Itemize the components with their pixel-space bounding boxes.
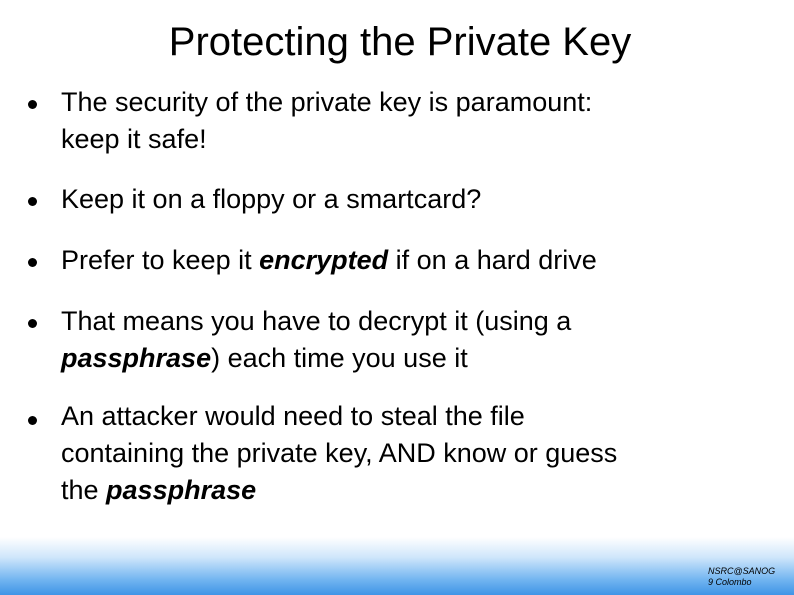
bullet-text xyxy=(61,398,761,509)
bullet-text-part: the xyxy=(61,475,107,505)
bullet-text-part: ) each time you use it xyxy=(211,343,468,373)
bullet-text xyxy=(61,181,761,218)
bullet-dot-icon xyxy=(28,319,37,328)
bullet-dot-icon xyxy=(28,416,37,425)
footer-credit xyxy=(708,566,775,588)
emphasis-text: passphrase xyxy=(61,343,212,373)
bullet-text xyxy=(61,303,761,377)
bullet-text-line: The security of the private key is paramount: xyxy=(61,87,593,117)
bullet-text-line: Keep it on a floppy or a smartcard? xyxy=(61,184,482,214)
footer-line: 9 Colombo xyxy=(708,577,752,587)
emphasis-text: passphrase xyxy=(106,475,257,505)
bullet-text-part: if on a hard drive xyxy=(388,245,597,275)
bullet-text-line: An attacker would need to steal the file xyxy=(61,401,525,431)
bullet-text-line: containing the private key, AND know or guess xyxy=(61,438,618,468)
emphasis-text: encrypted xyxy=(259,245,389,275)
bullet-text-line: keep it safe! xyxy=(61,124,207,154)
bullet-dot-icon xyxy=(28,197,37,206)
bullet-text-part: Prefer to keep it xyxy=(61,245,260,275)
footer-line: NSRC@SANOG xyxy=(708,566,776,576)
bullet-text-line: That means you have to decrypt it (using a xyxy=(61,306,572,336)
bullet-dot-icon xyxy=(28,100,37,109)
bullet-dot-icon xyxy=(28,258,37,267)
bullet-text xyxy=(61,84,761,158)
bullet-text xyxy=(61,242,761,279)
slide-title: Protecting the Private Key xyxy=(168,20,632,64)
footer-band xyxy=(0,537,794,595)
